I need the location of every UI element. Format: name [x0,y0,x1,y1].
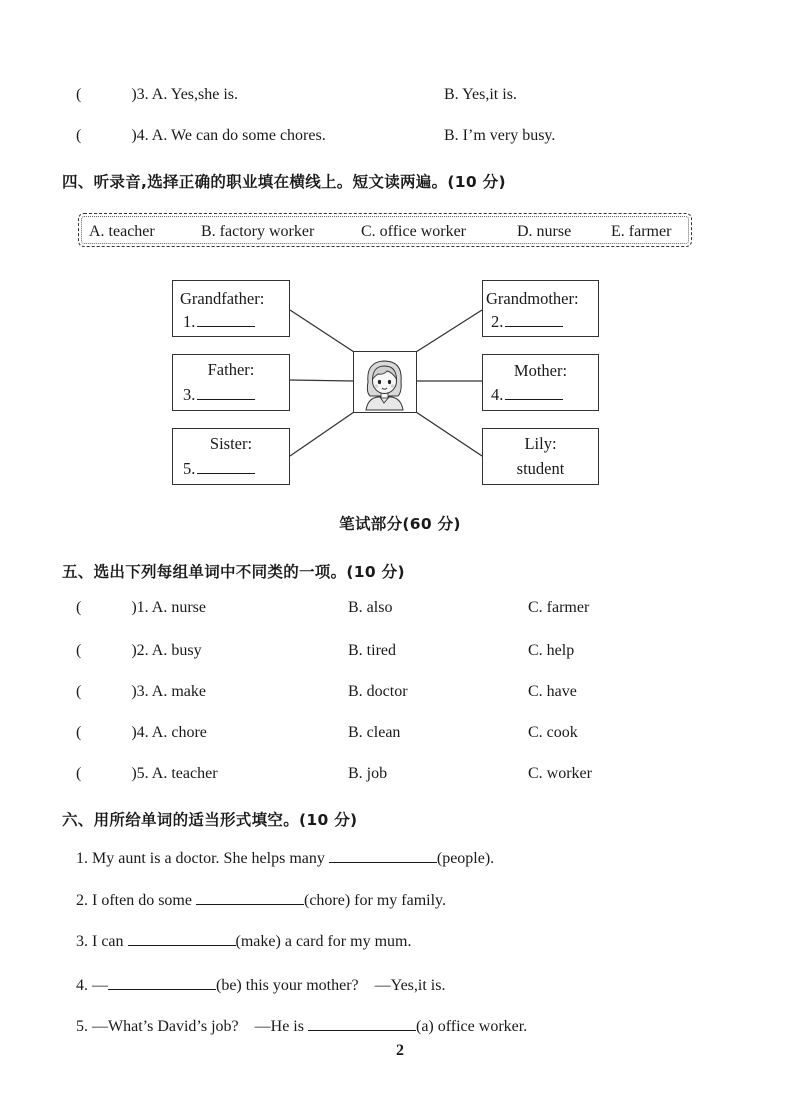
line-grandmother [416,310,482,352]
p5-row-4: ( )4. A. chore [76,724,207,741]
question-3: ( )3. A. Yes,she is. [76,86,239,103]
lily-job: student [516,459,565,478]
p6-item-3: 3. I can (make) a card for my mum. [76,933,412,950]
sister-label: Sister: [209,434,253,453]
option-a: A. teacher [89,223,155,240]
p6-blank-4[interactable] [108,975,216,990]
p5-row-5-b: B. job [348,765,388,782]
question-4: ( )4. A. We can do some chores. [76,127,326,144]
p6-blank-5[interactable] [308,1016,416,1031]
page-number: 2 [396,1042,404,1059]
p5-row-5-c: C. worker [528,765,592,782]
father-label: Father: [207,360,255,379]
p5-row-4-c: C. cook [528,724,578,741]
p5-row-3-b: B. doctor [348,683,408,700]
line-lily [416,412,482,456]
grandfather-label: Grandfather: [180,289,265,308]
blank-2[interactable]: 2. [491,312,563,332]
mother-label: Mother: [513,361,568,380]
blank-1[interactable]: 1. [183,312,255,332]
p5-row-2-b: B. tired [348,642,396,659]
p5-row-3: ( )3. A. make [76,683,206,700]
lily-picture [353,351,417,413]
line-sister [290,412,354,456]
p6-blank-2[interactable] [196,890,304,905]
box-sister [172,428,290,485]
blank-5[interactable]: 5. [183,459,255,479]
question-3-option-b: B. Yes,it is. [444,86,517,103]
section-4-heading: 四、听录音,选择正确的职业填在横线上。短文读两遍。(10 分) [62,173,506,191]
grandmother-label: Grandmother: [486,289,579,308]
p5-row-2: ( )2. A. busy [76,642,202,659]
section-5-heading: 五、选出下列每组单词中不同类的一项。(10 分) [62,563,405,581]
blank-3[interactable]: 3. [183,385,255,405]
option-e: E. farmer [611,223,672,240]
p5-row-2-c: C. help [528,642,575,659]
p5-row-3-c: C. have [528,683,577,700]
option-b: B. factory worker [201,223,315,240]
box-lily [482,428,599,485]
p5-row-4-b: B. clean [348,724,401,741]
girl-icon [354,352,415,411]
box-father [172,354,290,411]
written-part-title: 笔试部分(60 分) [339,515,461,533]
p5-row-5: ( )5. A. teacher [76,765,218,782]
option-d: D. nurse [517,223,572,240]
p5-row-1-b: B. also [348,599,393,616]
option-c: C. office worker [361,223,466,240]
p6-blank-1[interactable] [329,848,437,863]
section-6-heading: 六、用所给单词的适当形式填空。(10 分) [62,811,358,829]
p6-blank-3[interactable] [128,931,236,946]
box-grandfather [172,280,290,337]
p6-item-1: 1. My aunt is a doctor. She helps many (people). [76,850,495,867]
p5-row-1-c: C. farmer [528,599,590,616]
p5-row-1: ( )1. A. nurse [76,599,206,616]
line-grandfather [290,310,354,352]
p6-item-5: 5. —What’s David’s job? —He is (a) office worker. [76,1018,528,1035]
line-father [290,380,354,381]
blank-4[interactable]: 4. [491,385,563,405]
p6-item-4: 4. — (be) this your mother? —Yes,it is. [76,977,446,994]
box-mother [482,354,599,411]
box-grandmother [482,280,599,337]
p6-item-2: 2. I often do some (chore) for my family. [76,892,446,909]
lily-label: Lily: [524,434,557,453]
question-4-option-b: B. I’m very busy. [444,127,556,144]
